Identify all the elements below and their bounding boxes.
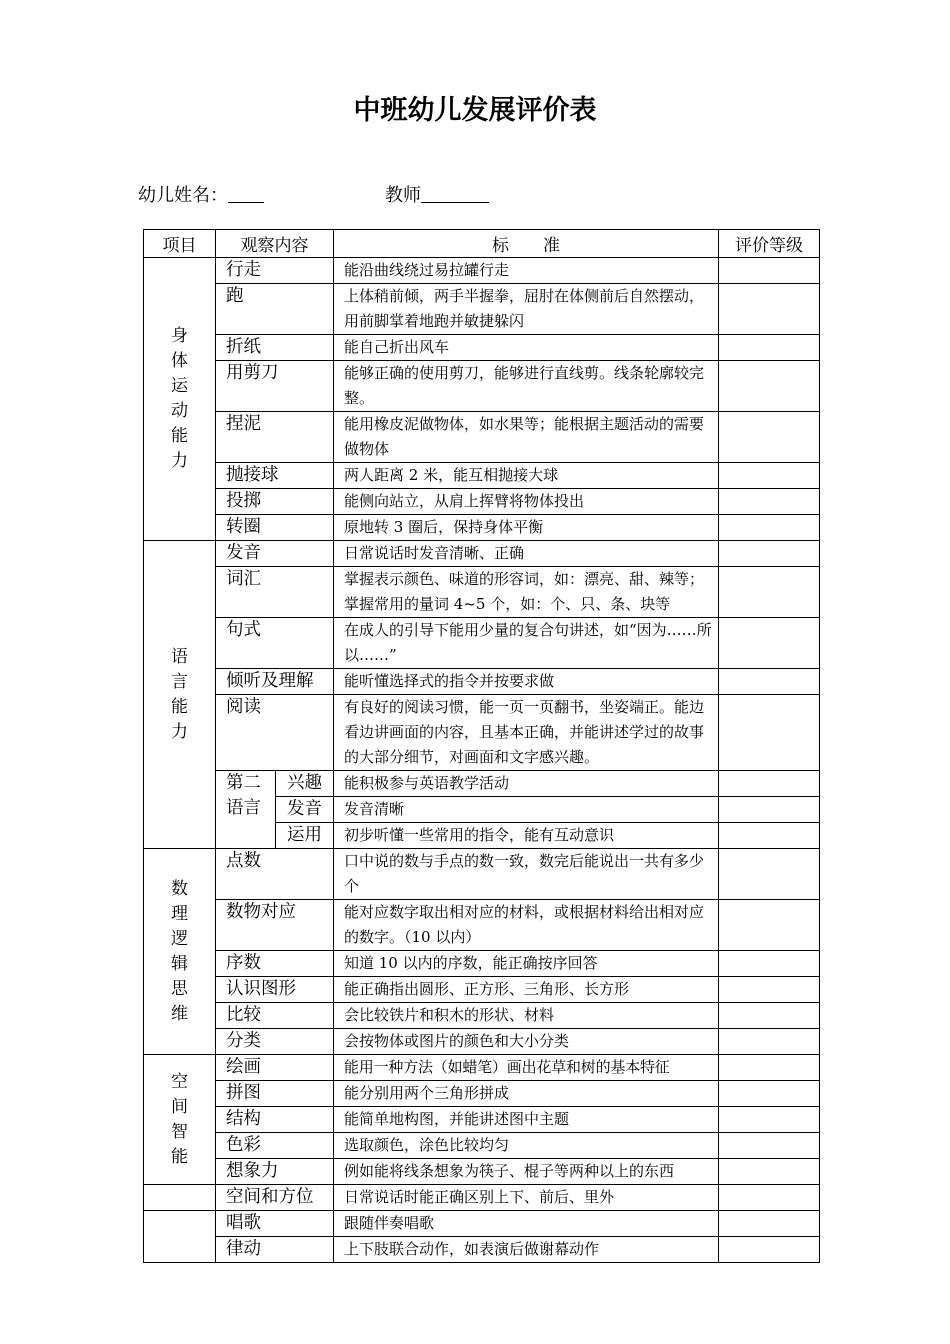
item-cell: 投掷 <box>216 489 334 515</box>
table-row <box>144 489 820 515</box>
standard-cell: 能简单地构图，并能讲述图中主题 <box>334 1107 719 1133</box>
grade-cell[interactable] <box>719 1211 820 1237</box>
standard-cell: 两人距离 2 米，能互相抛接大球 <box>334 463 719 489</box>
grade-cell[interactable] <box>719 771 820 797</box>
item-label: 第二语言 <box>226 773 261 818</box>
grade-cell[interactable] <box>719 695 820 771</box>
item-cell: 律动 <box>216 1237 334 1263</box>
item-cell: 比较 <box>216 1003 334 1029</box>
table-row <box>144 412 820 463</box>
item-cell: 认识图形 <box>216 977 334 1003</box>
standard-cell: 日常说话时发音清晰、正确 <box>334 541 719 567</box>
grade-cell[interactable] <box>719 1029 820 1055</box>
grade-cell[interactable] <box>719 951 820 977</box>
item-cell: 阅读 <box>216 695 334 771</box>
item-cell: 抛接球 <box>216 463 334 489</box>
table-row <box>144 541 820 567</box>
grade-cell[interactable] <box>719 977 820 1003</box>
item-cell: 唱歌 <box>216 1211 334 1237</box>
grade-cell[interactable] <box>719 797 820 823</box>
table-row <box>144 258 820 284</box>
item-cell-second-language <box>216 771 276 849</box>
standard-cell: 能分别用两个三角形拼成 <box>334 1081 719 1107</box>
item-cell: 发音 <box>216 541 334 567</box>
item-cell: 折纸 <box>216 335 334 361</box>
category-label: 数理逻辑思维 <box>171 878 188 1024</box>
teacher-label: 教师 <box>385 185 421 206</box>
child-name-label: 幼儿姓名： <box>138 185 228 206</box>
grade-cell[interactable] <box>719 284 820 335</box>
header-standard: 标 准 <box>334 230 719 258</box>
grade-cell[interactable] <box>719 1055 820 1081</box>
standard-cell: 原地转 3 圈后，保持身体平衡 <box>334 515 719 541</box>
table-row <box>144 951 820 977</box>
child-name-blank[interactable] <box>228 184 264 203</box>
table-row <box>144 1003 820 1029</box>
standard-cell: 能用一种方法（如蜡笔）画出花草和树的基本特征 <box>334 1055 719 1081</box>
child-name-field[interactable] <box>138 181 264 207</box>
table-row <box>144 463 820 489</box>
standard-cell: 能用橡皮泥做物体，如水果等；能根据主题活动的需要做物体 <box>334 412 719 463</box>
standard-cell: 上体稍前倾，两手半握拳，屈肘在体侧前后自然摆动，用前脚掌着地跑并敏捷躲闪 <box>334 284 719 335</box>
header-grade: 评价等级 <box>719 230 820 258</box>
category-spatial <box>144 1055 216 1185</box>
grade-cell[interactable] <box>719 1159 820 1185</box>
table-header-row <box>144 230 820 258</box>
table-row <box>144 1029 820 1055</box>
item-cell: 用剪刀 <box>216 361 334 412</box>
grade-cell[interactable] <box>719 335 820 361</box>
grade-cell[interactable] <box>719 412 820 463</box>
table-row <box>144 695 820 771</box>
standard-cell: 有良好的阅读习惯，能一页一页翻书，坐姿端正。能边看边讲画面的内容，且基本正确，并能讲述学过的故事的大部分细节，对画面和文字感兴趣。 <box>334 695 719 771</box>
standard-cell: 跟随伴奏唱歌 <box>334 1211 719 1237</box>
header-project: 项目 <box>144 230 216 258</box>
teacher-blank[interactable] <box>421 184 489 203</box>
table-row <box>144 900 820 951</box>
page-title: 中班幼儿发展评价表 <box>353 95 597 126</box>
standard-cell: 掌握表示颜色、味道的形容词，如：漂亮、甜、辣等；掌握常用的量词 4~5 个，如：个、只、条、块等 <box>334 567 719 618</box>
table-row <box>144 515 820 541</box>
standard-cell: 在成人的引导下能用少量的复合句讲述，如“因为……所以……” <box>334 618 719 669</box>
sub-item-cell: 兴趣 <box>276 771 334 797</box>
evaluation-table <box>143 229 820 1263</box>
teacher-field[interactable] <box>385 181 489 207</box>
grade-cell[interactable] <box>719 669 820 695</box>
standard-cell: 知道 10 以内的序数，能正确按序回答 <box>334 951 719 977</box>
table-row <box>144 1055 820 1081</box>
header-content: 观察内容 <box>216 230 334 258</box>
table-row <box>144 977 820 1003</box>
category-label: 身体运动能力 <box>171 326 188 471</box>
category-language <box>144 541 216 849</box>
sub-item-cell: 发音 <box>276 797 334 823</box>
grade-cell[interactable] <box>719 1185 820 1211</box>
standard-cell: 例如能将线条想象为筷子、棍子等两种以上的东西 <box>334 1159 719 1185</box>
item-cell: 数物对应 <box>216 900 334 951</box>
table-row <box>144 1133 820 1159</box>
grade-cell[interactable] <box>719 258 820 284</box>
item-cell: 倾听及理解 <box>216 669 334 695</box>
grade-cell[interactable] <box>719 361 820 412</box>
grade-cell[interactable] <box>719 618 820 669</box>
grade-cell[interactable] <box>719 1237 820 1263</box>
standard-cell: 选取颜色，涂色比较均匀 <box>334 1133 719 1159</box>
table-row <box>144 618 820 669</box>
standard-cell: 能听懂选择式的指令并按要求做 <box>334 669 719 695</box>
grade-cell[interactable] <box>719 1133 820 1159</box>
table-row <box>144 1185 820 1211</box>
standard-cell: 能够正确的使用剪刀，能够进行直线剪。线条轮廓较完整。 <box>334 361 719 412</box>
item-cell: 词汇 <box>216 567 334 618</box>
grade-cell[interactable] <box>719 1003 820 1029</box>
standard-cell: 能自己折出风车 <box>334 335 719 361</box>
standard-cell: 上下肢联合动作，如表演后做谢幕动作 <box>334 1237 719 1263</box>
table-row <box>144 1107 820 1133</box>
standard-cell: 能沿曲线绕过易拉罐行走 <box>334 258 719 284</box>
grade-cell[interactable] <box>719 900 820 951</box>
table-row <box>144 335 820 361</box>
grade-cell[interactable] <box>719 515 820 541</box>
item-cell: 想象力 <box>216 1159 334 1185</box>
category-empty <box>144 1211 216 1263</box>
item-cell: 绘画 <box>216 1055 334 1081</box>
table-row <box>144 849 820 900</box>
table-row <box>144 1081 820 1107</box>
table-row <box>144 361 820 412</box>
category-physical <box>144 258 216 541</box>
table-row <box>144 669 820 695</box>
standard-cell: 会比较铁片和积木的形状、材料 <box>334 1003 719 1029</box>
standard-cell: 日常说话时能正确区别上下、前后、里外 <box>334 1185 719 1211</box>
item-cell: 空间和方位 <box>216 1185 334 1211</box>
table-row <box>144 1159 820 1185</box>
item-cell: 分类 <box>216 1029 334 1055</box>
category-label: 空间智能 <box>171 1071 188 1167</box>
table-row <box>144 771 820 797</box>
standard-cell: 发音清晰 <box>334 797 719 823</box>
item-cell: 句式 <box>216 618 334 669</box>
table-row <box>144 1211 820 1237</box>
standard-cell: 口中说的数与手点的数一致，数完后能说出一共有多少个 <box>334 849 719 900</box>
standard-cell: 能侧向站立，从肩上挥臂将物体投出 <box>334 489 719 515</box>
grade-cell[interactable] <box>719 1081 820 1107</box>
grade-cell[interactable] <box>719 1107 820 1133</box>
item-cell: 点数 <box>216 849 334 900</box>
item-cell: 捏泥 <box>216 412 334 463</box>
grade-cell[interactable] <box>719 823 820 849</box>
grade-cell[interactable] <box>719 541 820 567</box>
standard-cell: 能对应数字取出相对应的材料，或根据材料给出相对应的数字。（10 以内） <box>334 900 719 951</box>
grade-cell[interactable] <box>719 489 820 515</box>
item-cell: 拼图 <box>216 1081 334 1107</box>
grade-cell[interactable] <box>719 567 820 618</box>
item-cell: 行走 <box>216 258 334 284</box>
sub-item-cell: 运用 <box>276 823 334 849</box>
standard-cell: 会按物体或图片的颜色和大小分类 <box>334 1029 719 1055</box>
standard-cell: 能积极参与英语教学活动 <box>334 771 719 797</box>
grade-cell[interactable] <box>719 463 820 489</box>
category-label: 语言能力 <box>171 646 188 742</box>
item-cell: 转圈 <box>216 515 334 541</box>
standard-cell: 能正确指出圆形、正方形、三角形、长方形 <box>334 977 719 1003</box>
item-cell: 结构 <box>216 1107 334 1133</box>
grade-cell[interactable] <box>719 849 820 900</box>
category-empty <box>144 1185 216 1211</box>
table-row <box>144 1237 820 1263</box>
item-cell: 跑 <box>216 284 334 335</box>
item-cell: 序数 <box>216 951 334 977</box>
table-row <box>144 284 820 335</box>
category-math <box>144 849 216 1055</box>
standard-cell: 初步听懂一些常用的指令，能有互动意识 <box>334 823 719 849</box>
item-cell: 色彩 <box>216 1133 334 1159</box>
table-row <box>144 567 820 618</box>
